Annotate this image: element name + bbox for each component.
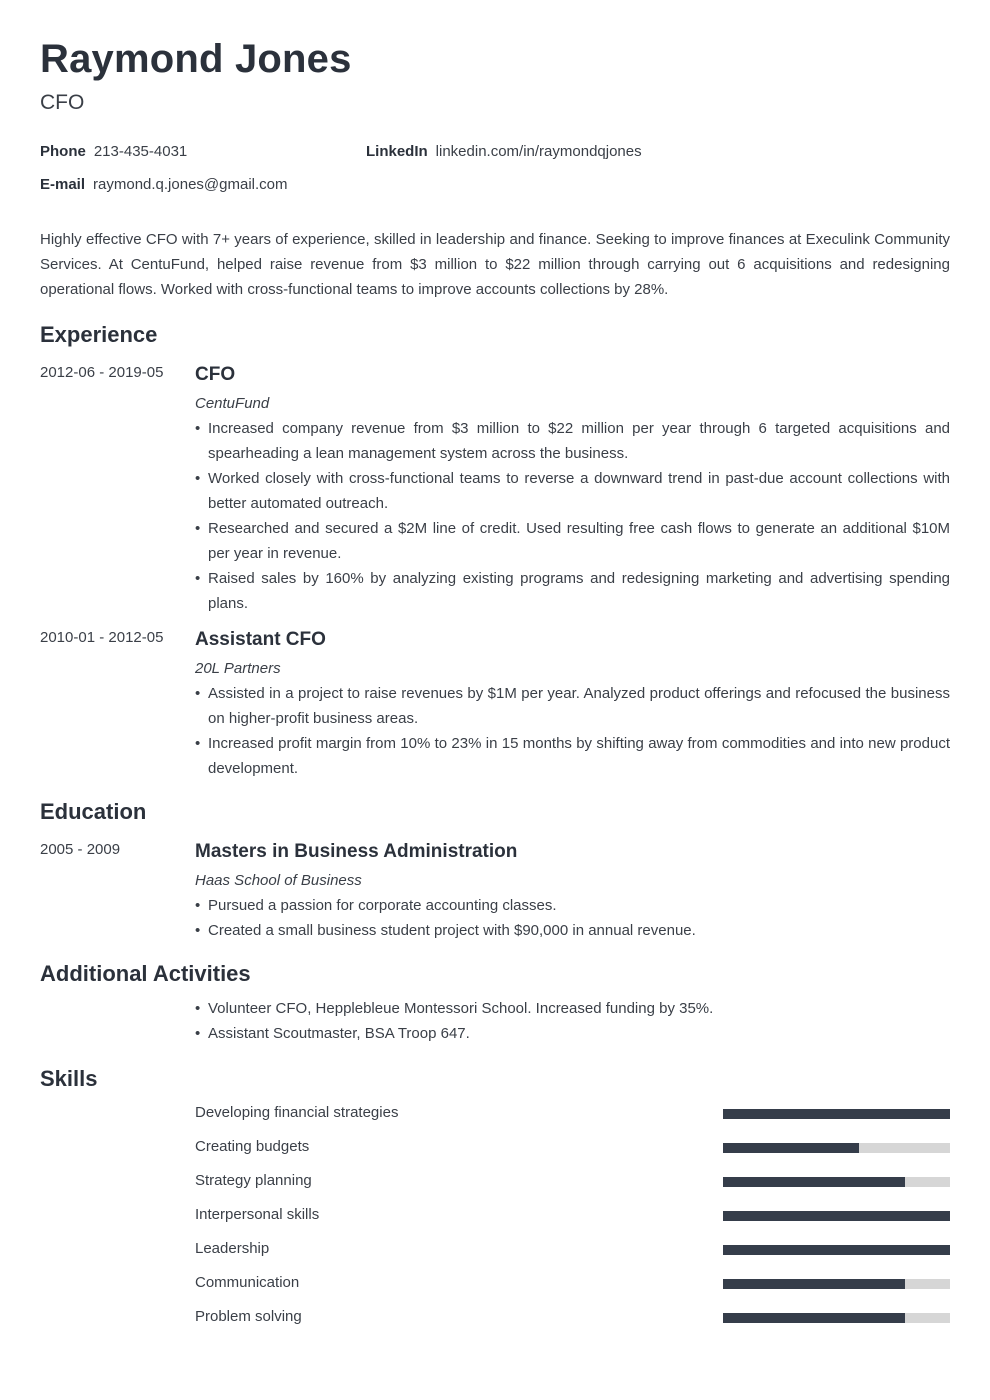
bullet-item (195, 466, 950, 516)
skill-row (195, 1240, 950, 1260)
phone-value: 213-435-4031 (93, 143, 188, 160)
bullet-dot: • (195, 420, 201, 437)
skill-level-bar (723, 1143, 950, 1153)
skill-level-bar (723, 1177, 950, 1187)
skill-level-fill (723, 1109, 950, 1119)
entry-bullets (195, 893, 950, 943)
skill-row (195, 1206, 950, 1226)
bullet-dot: • (195, 470, 201, 487)
skill-level-fill (723, 1177, 905, 1187)
skill-name: Problem solving (195, 1308, 302, 1325)
activities-entry (40, 996, 950, 1046)
skill-name: Interpersonal skills (195, 1206, 320, 1223)
bullet-text: Researched and secured a $2M line of credit. Used resulting free cash flows to generate an additional $10M per year in revenue. (208, 520, 950, 562)
skill-row (195, 1104, 950, 1124)
summary-paragraph: Highly effective CFO with 7+ years of experience, skilled in leadership and finance. Seeking to improve finances at Execulink Community Services. At CentuFund, helped raise revenue from $3 million to $22 million through carrying out 6 acquisitions and redesigning operational flows. Worked with cross-functional teams to improve accounts collections by 28%. (40, 231, 950, 298)
bullet-text: Assistant Scoutmaster, BSA Troop 647. (208, 1025, 470, 1042)
bullet-item (195, 516, 950, 566)
skill-name: Creating budgets (195, 1138, 310, 1155)
bullet-dot: • (195, 685, 201, 702)
contact-phone (40, 143, 187, 160)
bullet-item (195, 996, 950, 1021)
entry-company: CentuFund (195, 395, 270, 412)
skill-level-bar (723, 1109, 950, 1119)
skills-heading: Skills (40, 1066, 98, 1091)
bullet-item (195, 681, 950, 731)
candidate-name: Raymond Jones (40, 37, 352, 81)
experience-entry (40, 362, 950, 616)
skill-level-bar (723, 1313, 950, 1323)
skill-name: Communication (195, 1274, 300, 1291)
bullet-item (195, 731, 950, 781)
skill-level-bar (723, 1279, 950, 1289)
entry-dates: 2010-01 - 2012-05 (40, 629, 164, 646)
bullet-text: Worked closely with cross-functional teams to reverse a downward trend in past-due account collections with better automated outreach. (208, 470, 950, 512)
skill-level-bar (723, 1211, 950, 1221)
bullet-text: Increased profit margin from 10% to 23% in 15 months by shifting away from commodities and into new product development. (208, 735, 950, 777)
skill-row (195, 1274, 950, 1294)
bullet-item (195, 1021, 950, 1046)
bullet-dot: • (195, 897, 201, 914)
skill-level-fill (723, 1245, 950, 1255)
bullet-item (195, 416, 950, 466)
education-entry (40, 839, 950, 943)
entry-bullets (195, 681, 950, 781)
entry-degree: Masters in Business Administration (195, 841, 518, 862)
skill-level-fill (723, 1143, 859, 1153)
entry-school: Haas School of Business (195, 872, 362, 889)
bullet-text: Assisted in a project to raise revenues by $1M per year. Analyzed product offerings and refocused the business on higher-profit business areas. (208, 685, 950, 727)
skill-row (195, 1138, 950, 1158)
skill-name: Developing financial strategies (195, 1104, 399, 1121)
entry-dates: 2005 - 2009 (40, 841, 121, 858)
skill-row (195, 1172, 950, 1192)
contact-email (40, 176, 288, 193)
bullet-dot: • (195, 1000, 201, 1017)
email-link[interactable]: raymond.q.jones@gmail.com (93, 176, 288, 193)
skill-level-fill (723, 1313, 905, 1323)
bullet-dot: • (195, 520, 201, 537)
linkedin-link[interactable]: linkedin.com/in/raymondqjones (435, 143, 642, 160)
bullet-dot: • (195, 922, 201, 939)
experience-entry (40, 627, 950, 781)
bullet-text: Pursued a passion for corporate accounting classes. (208, 897, 557, 914)
education-heading: Education (40, 799, 147, 824)
bullet-text: Increased company revenue from $3 million to $22 million per year through 6 targeted acquisitions and spearheading a lean management system across the business. (208, 420, 950, 462)
bullet-dot: • (195, 570, 201, 587)
bullet-item (195, 918, 950, 943)
skill-level-fill (723, 1211, 950, 1221)
skill-level-fill (723, 1279, 905, 1289)
entry-dates: 2012-06 - 2019-05 (40, 364, 164, 381)
contact-linkedin (366, 143, 642, 160)
activities-bullets (195, 996, 950, 1046)
bullet-text: Raised sales by 160% by analyzing existing programs and redesigning marketing and advertising spending plans. (208, 570, 950, 612)
entry-bullets (195, 416, 950, 616)
bullet-text: Created a small business student project with $90,000 in annual revenue. (208, 922, 696, 939)
skill-name: Strategy planning (195, 1172, 312, 1189)
entry-company: 20L Partners (195, 660, 281, 677)
bullet-dot: • (195, 735, 201, 752)
bullet-text: Volunteer CFO, Hepplebleue Montessori School. Increased funding by 35%. (208, 1000, 714, 1017)
skill-row (195, 1308, 950, 1328)
email-label: E-mail (40, 176, 86, 193)
skill-level-bar (723, 1245, 950, 1255)
bullet-item (195, 893, 950, 918)
skill-name: Leadership (195, 1240, 270, 1257)
bullet-item (195, 566, 950, 616)
experience-heading: Experience (40, 322, 158, 347)
phone-label: Phone (40, 143, 86, 160)
entry-role: Assistant CFO (195, 629, 326, 650)
bullet-dot: • (195, 1025, 201, 1042)
entry-role: CFO (195, 364, 236, 385)
activities-heading: Additional Activities (40, 961, 251, 986)
linkedin-label: LinkedIn (366, 143, 428, 160)
candidate-title: CFO (40, 91, 85, 114)
